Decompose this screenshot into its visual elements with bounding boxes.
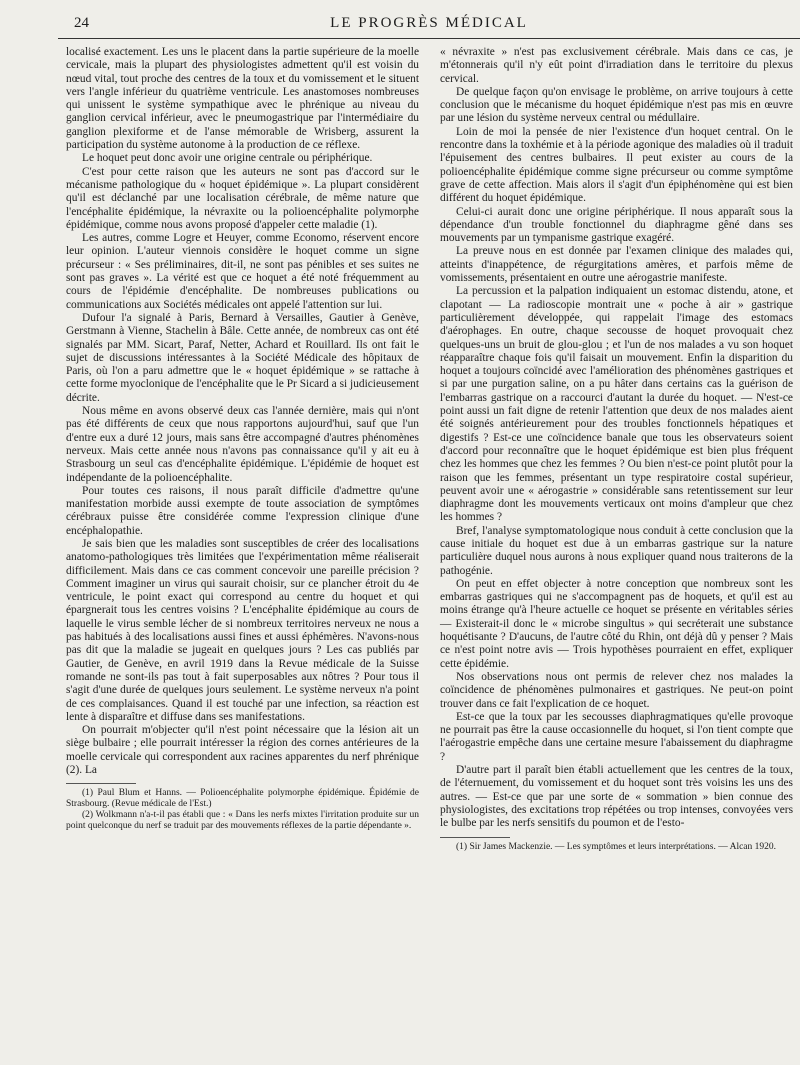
footnote: (1) Sir James Mackenzie. — Les symptômes et leurs interprétations. — Alcan 1920. [456,841,777,852]
right-column [440,46,793,853]
footnote: (1) Paul Blum et Hanns. — Polioencéphalite polymorphe épidémique. Épidémie de Strasbourg. (Revue médicale de l'Est.) [66,788,419,810]
paragraph: De quelque façon qu'on envisage le problème, on arrive toujours à cette conclusion que le mécanisme du hoquet épidémique n'est pas mis en œuvre par une lésion du système nerveux central ou médullaire. [440,85,793,125]
page-number: 24 [74,15,89,31]
paragraph: Dufour l'a signalé à Paris, Bernard à Versailles, Gautier à Genève, Gerstmann à Vienne, Stachelin à Bâle. Cette année, de nombreux cas ont été signalés par MM. Sicart, Paraf, Netter, Achard et Rouillard. Ils ont fait le sujet de discussions intéressantes à la Société Médicale des hôpitaux de Paris, où l'on a paru admettre que le « hoquet épidémique » se rattache à cette forme myoclonique de l'encéphalite que le Pr Sicard a si judicieusement décrite. [66,311,419,404]
paragraph: Loin de moi la pensée de nier l'existence d'un hoquet central. On le rencontre dans la toxhémie et à la période agonique des maladies où il traduit l'épuisement des centres bulbaires. Il peut exister au cours de la polioencéphalite épidémique comme signe précurseur ou comme symptôme grave de cette affection. Mais alors il s'agit d'un épiphénomène qui est bien différent du hoquet épidémique. [440,125,793,205]
paragraph: Pour toutes ces raisons, il nous paraît difficile d'admettre qu'une manifestation morbide aussi exempte de toute association de symptômes cérébraux puisse être considérée comme l'expression clinique d'une encéphalopathie. [66,484,419,537]
paragraph: On pourrait m'objecter qu'il n'est point nécessaire que la lésion ait un siège bulbaire ; elle pourrait intéresser la région des cornes antérieures de la moelle cervicale qui correspondent aux racines apparentes du nerf phrénique (2). La [66,724,419,777]
footnote-divider [66,783,136,784]
paragraph: Est-ce que la toux par les secousses diaphragmatiques qu'elle provoque ne pourrait pas être la cause occasionnelle du hoquet, si l'on tient compte que l'aérogastrie empêche dans une certaine mesure l'abaissement du diaphragme ? [440,710,793,763]
footnote-divider [440,837,510,838]
paragraph: Celui-ci aurait donc une origine périphérique. Il nous apparaît sous la dépendance d'un trouble fonctionnel du diaphragme gêné dans ses mouvements par un tympanisme gastrique exagéré. [440,205,793,245]
paragraph: localisé exactement. Les uns le placent dans la partie supérieure de la moelle cervicale, mais la plupart des physiologistes admettent qu'il est voisin du nœud vital, tout proche des centres de la toux et du vomissement et le situent vers l'angle inférieur du quatrième ventricule. Les anastomoses nombreuses qui unissent le système sympathique avec le phrénique au niveau du ganglion cervical inférieur, avec le pneumogastrique par l'intermédiaire du ganglion plexiforme et de l'anse mémorable de Wrisberg, assurent la participation du système autonome à la production de ce réflexe. [66,46,419,152]
paragraph: Le hoquet peut donc avoir une origine centrale ou périphérique. [82,152,373,165]
header-rule [58,38,800,39]
paragraph: Nous même en avons observé deux cas l'année dernière, mais qui n'ont pas été différents de ceux que nous rapportons aujourd'hui, sauf que l'un d'entre eux a duré 12 jours, mais sans être accompagné d'autres phénomènes nerveux. Mais cette année nous n'avons pas connaissance qu'il y ait eu à Strasbourg un seul cas d'encéphalite épidémique. L'épidémie de hoquet est indépendante de la polioencéphalite. [66,405,419,484]
paragraph: D'autre part il paraît bien établi actuellement que les centres de la toux, de l'éternuement, du vomissement et du hoquet sont très voisins les uns des autres. — Est-ce que par une sorte de « sommation » bien connue des physiologistes, des excitations trop répétées ou trop intenses, convoyées vers le bulbe par les nerfs sensitifs du poumon et de l'esto- [440,764,793,830]
left-column [66,46,419,832]
footnote: (2) Wolkmann n'a-t-il pas établi que : « Dans les nerfs mixtes l'irritation produite sur un point quelconque du nerf se traduit par des mouvements réflexes de la partie dépendante ». [66,810,419,832]
paragraph: C'est pour cette raison que les auteurs ne sont pas d'accord sur le mécanisme pathologique du « hoquet épidémique ». La plupart considèrent qu'il est déclanché par une localisation cérébrale, de même nature que l'encéphalite épidémique, la névraxite ou la polioencéphalite polymorphe épidémique, comme nous avons proposé d'appeler cette maladie (1). [66,165,419,231]
running-title: LE PROGRÈS MÉDICAL [330,15,528,31]
page-header [58,14,800,34]
paragraph: La percussion et la palpation indiquaient un estomac distendu, atone, et clapotant — La radioscopie montrait une « poche à air » gastrique particulièrement développée, qui rappelait l'image des estomacs d'aérophages. En outre, chaque secousse de hoquet provoquait chez quelques-uns un bruit de glou-glou ; et l'un de nos malades a vu son hoquet réapparaître chaque fois qu'il faisait un mouvement. Enfin la disparition du hoquet a toujours coïncidé avec l'amélioration des phénomènes gastriques et si par une purgation saline, on a pu hâter dans certains cas la guérison de l'embarras gastrique on a raccourci d'autant la durée du hoquet. — N'est-ce point aussi un fait digne de retenir l'attention que deux de nos malades aient été soignés antérieurement pour des troubles fonctionnels hépatiques et digestifs ? Est-ce une coïncidence banale que tous les observateurs soient d'accord pour reconnaître que le hoquet épidémique est bien plus fréquent chez les hommes que chez les femmes ? Ou bien n'est-ce point plutôt pour la raison que les femmes, présentant un type respiratoire costal supérieur, peuvent avoir une « aérogastrie » considérable sans retentissement sur leur diaphragme dont les mouvements verticaux ont moins d'ampleur que chez les hommes ? [440,285,793,524]
paragraph: Je sais bien que les maladies sont susceptibles de créer des localisations anatomo-pathologiques très limitées que l'expérimentation même réaliserait difficilement. Mais dans ce cas comment concevoir une pareille précision ? Comment imaginer un virus qui saurait choisir, sur ce plancher étroit du 4e ventricule, le point exact qui correspond au centre du hoquet et qui épargnerait tous les centres voisins ? L'encéphalite épidémique au cours de laquelle le virus semble lécher de si nombreux territoires nerveux ne nous a pas habitués à des localisations aussi fines et aussi éphémères. N'avons-nous pas dit que la maladie se jugeait en quelques jours ? Les cas publiés par Gautier, de Genève, en avril 1919 dans la Revue médicale de la Suisse romande ne sont-ils pas tout à fait superposables aux nôtres ? Pour tous il s'agit d'une durée de quelques jours seulement. Le système nerveux n'a point de ces complaisances. Quand il est touché par une infection, sa réaction est lente à disparaître et diffuse dans ses manifestations. [66,537,419,723]
paragraph: Nos observations nous ont permis de relever chez nos malades la coïncidence de phénomènes pulmonaires et gastriques. Ne peut-on point trouver dans ce fait l'explication de ce hoquet. [440,670,793,710]
paragraph: On peut en effet objecter à notre conception que nombreux sont les embarras gastriques qui ne s'accompagnent pas de hoquets, et qu'il est au moins étrange qu'à l'heure actuelle ce hoquet se présente en véritables séries — Existerait-il donc le « microbe singultus » qui secréterait une substance hoquétisante ? D'aucuns, de l'autre côté du Rhin, ont déjà dû y penser ? Mais ce n'est point notre avis — Trois hypothèses pourraient en effet, expliquer cette épidémie. [440,577,793,670]
paragraph: Les autres, comme Logre et Heuyer, comme Economo, réservent encore leur opinion. L'auteur viennois considère le hoquet comme un signe précurseur : « Ses préliminaires, dit-il, ne sont pas pénibles et ses suites ne sont pas graves ». La vérité est que ce hoquet a été noté fréquemment au cours de l'épidémie d'encéphalite. De nombreuses publications ou communications aux Sociétés médicales ont appelé l'attention sur lui. [66,232,419,311]
paragraph: « névraxite » n'est pas exclusivement cérébrale. Mais dans ce cas, je m'étonnerais qu'il n'y eût point d'irradiation dans le territoire du plexus cervical. [440,46,793,85]
paragraph: La preuve nous en est donnée par l'examen clinique des malades qui, atteints d'inappétence, de régurgitations amères, et parfois même de vomissements, présentaient en outre une aérogastrie manifeste. [440,245,793,285]
paragraph: Bref, l'analyse symptomatologique nous conduit à cette conclusion que la cause initiale du hoquet est due à un embarras gastrique sur la nature particulière duquel nous aurons à nous expliquer quand nous traiterons de la pathogénie. [440,524,793,577]
